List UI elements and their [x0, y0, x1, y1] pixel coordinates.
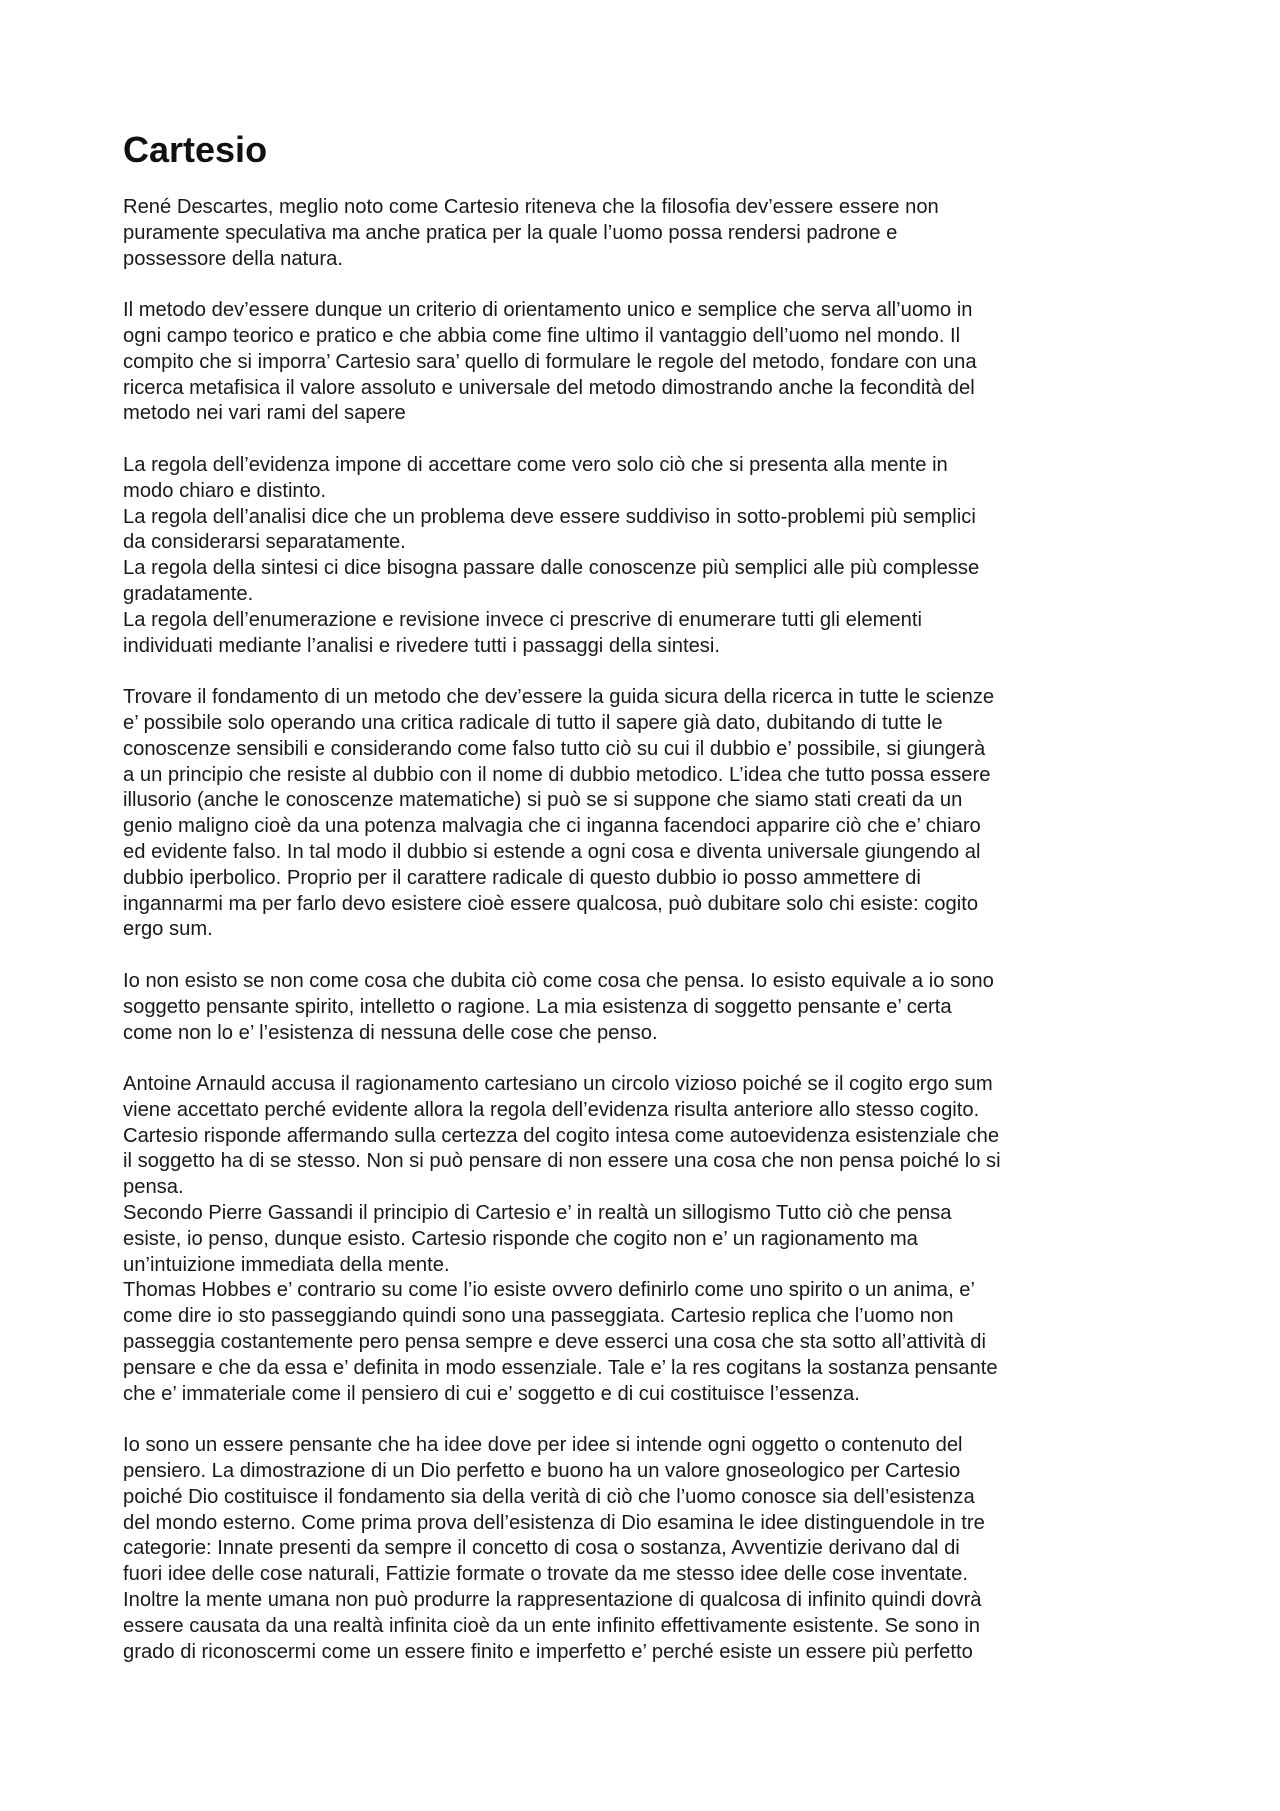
text-line: Inoltre la mente umana non può produrre la rappresentazione di qualcosa di infinito quindi dovrà	[123, 1589, 982, 1612]
text-line: il soggetto ha di se stesso. Non si può pensare di non essere una cosa che non pensa poiché lo si	[123, 1150, 1001, 1173]
text-line: dubbio iperbolico. Proprio per il carattere radicale di questo dubbio io posso ammettere di	[123, 866, 921, 889]
paragraph-metodo	[123, 298, 1173, 427]
text-line: pensa.	[123, 1176, 184, 1199]
paragraph-dubbio-metodico	[123, 685, 1173, 943]
text-line: metodo nei vari rami del sapere	[123, 402, 406, 425]
text-line: individuati mediante l’analisi e rivedere tutti i passaggi della sintesi.	[123, 634, 720, 657]
text-line: ingannarmi ma per farlo devo esistere cioè essere qualcosa, può dubitare solo chi esiste: cogito	[123, 892, 979, 915]
text-line: illusorio (anche le conoscenze matematiche) si può se si suppone che siamo stati creati da un	[123, 789, 963, 812]
text-line: La regola della sintesi ci dice bisogna passare dalle conoscenze più semplici alle più complesse	[123, 557, 980, 580]
document-page	[123, 128, 1173, 1691]
text-line: gradatamente.	[123, 582, 254, 605]
text-line: viene accettato perché evidente allora la regola dell’evidenza risulta anteriore allo stesso cogito.	[123, 1098, 980, 1121]
paragraph-regole	[123, 453, 1173, 659]
text-line: un’intuizione immediata della mente.	[123, 1253, 450, 1276]
text-line: soggetto pensante spirito, intelletto o ragione. La mia esistenza di soggetto pensante e’ certa	[123, 995, 952, 1018]
text-line: del mondo esterno. Come prima prova dell’esistenza di Dio esamina le idee distinguendole in tre	[123, 1511, 985, 1534]
text-line: a un principio che resiste al dubbio con il nome di dubbio metodico. L’idea che tutto possa essere	[123, 763, 991, 786]
text-line: come non lo e’ l’esistenza di nessuna delle cose che penso.	[123, 1021, 658, 1044]
text-line: esiste, io penso, dunque esisto. Cartesio risponde che cogito non e’ un ragionamento ma	[123, 1227, 918, 1250]
text-line: possessore della natura.	[123, 247, 343, 270]
paragraph-obiezioni	[123, 1072, 1173, 1407]
text-line: ogni campo teorico e pratico e che abbia come fine ultimo il vantaggio dell’uomo nel mondo. Il	[123, 324, 961, 347]
text-line: Cartesio risponde affermando sulla certezza del cogito intesa come autoevidenza esistenziale che	[123, 1124, 1000, 1147]
text-line: passeggia costantemente pero pensa sempre e deve esserci una cosa che sta sotto all’attività di	[123, 1331, 986, 1354]
text-line: genio maligno cioè da una potenza malvagia che ci inganna facendoci apparire ciò che e’ chiaro	[123, 815, 981, 838]
text-line: Antoine Arnauld accusa il ragionamento cartesiano un circolo vizioso poiché se il cogito ergo sum	[123, 1073, 993, 1096]
text-line: ergo sum.	[123, 918, 213, 941]
text-line: René Descartes, meglio noto come Cartesio riteneva che la filosofia dev’essere essere non	[123, 196, 939, 218]
text-line: La regola dell’analisi dice che un problema deve essere suddiviso in sotto-problemi più semplici	[123, 505, 976, 528]
text-line: Secondo Pierre Gassandi il principio di Cartesio e’ in realtà un sillogismo Tutto ciò che pensa	[123, 1202, 952, 1225]
text-line: Il metodo dev’essere dunque un criterio di orientamento unico e semplice che serva all’uomo in	[123, 299, 973, 322]
text-line: conoscenze sensibili e considerando come falso tutto ciò su cui il dubbio e’ possibile, si giungerà	[123, 737, 986, 760]
text-line: come dire io sto passeggiando quindi sono una passeggiata. Cartesio replica che l’uomo non	[123, 1305, 954, 1328]
paragraph-descartes-intro	[123, 195, 1173, 272]
text-line: fuori idee delle cose naturali, Fattizie formate o trovate da me stesso idee delle cose inventate.	[123, 1563, 968, 1586]
document-title: Cartesio	[123, 129, 268, 170]
text-line: ricerca metafisica il valore assoluto e universale del metodo dimostrando anche la fecondità del	[123, 376, 975, 399]
text-line: Thomas Hobbes e’ contrario su come l’io esiste ovvero definirlo come uno spirito o un anima, e’	[123, 1279, 976, 1302]
text-line: e’ possibile solo operando una critica radicale di tutto il sapere già dato, dubitando di tutte le	[123, 711, 943, 734]
text-line: ed evidente falso. In tal modo il dubbio si estende a ogni cosa e diventa universale giungendo al	[123, 840, 981, 863]
paragraph-cogito	[123, 969, 1173, 1046]
text-line: modo chiaro e distinto.	[123, 479, 327, 502]
text-line: Io non esisto se non come cosa che dubita ciò come cosa che pensa. Io esisto equivale a io sono	[123, 969, 994, 992]
text-line: La regola dell’evidenza impone di accettare come vero solo ciò che si presenta alla mente in	[123, 453, 948, 476]
paragraph-idee-dio	[123, 1433, 1173, 1665]
text-line: da considerarsi separatamente.	[123, 531, 406, 554]
text-line: essere causata da una realtà infinita cioè da un ente infinito effettivamente esistente. Se sono in	[123, 1614, 981, 1637]
text-line: categorie: Innate presenti da sempre il concetto di cosa o sostanza, Avventizie derivano dal di	[123, 1537, 960, 1560]
text-line: puramente speculativa ma anche pratica per la quale l’uomo possa rendersi padrone e	[123, 221, 898, 244]
text-line: pensiero. La dimostrazione di un Dio perfetto e buono ha un valore gnoseologico per Cartesio	[123, 1460, 961, 1483]
text-line: La regola dell’enumerazione e revisione invece ci prescrive di enumerare tutti gli elementi	[123, 608, 922, 631]
text-line: che e’ immateriale come il pensiero di cui e’ soggetto e di cui costituisce l’essenza.	[123, 1382, 860, 1405]
text-line: pensare e che da essa e’ definita in modo essenziale. Tale e’ la res cogitans la sostanza pensante	[123, 1356, 998, 1379]
text-line: Trovare il fondamento di un metodo che dev’essere la guida sicura della ricerca in tutte le scienze	[123, 686, 995, 709]
text-line: poiché Dio costituisce il fondamento sia della verità di ciò che l’uomo conosce sia dell’esistenza	[123, 1485, 975, 1508]
text-line: compito che si imporra’ Cartesio sara’ quello di formulare le regole del metodo, fondare con una	[123, 350, 977, 373]
text-line: Io sono un essere pensante che ha idee dove per idee si intende ogni oggetto o contenuto del	[123, 1434, 963, 1457]
text-line: grado di riconoscermi come un essere finito e imperfetto e’ perché esiste un essere più perfetto	[123, 1640, 973, 1663]
